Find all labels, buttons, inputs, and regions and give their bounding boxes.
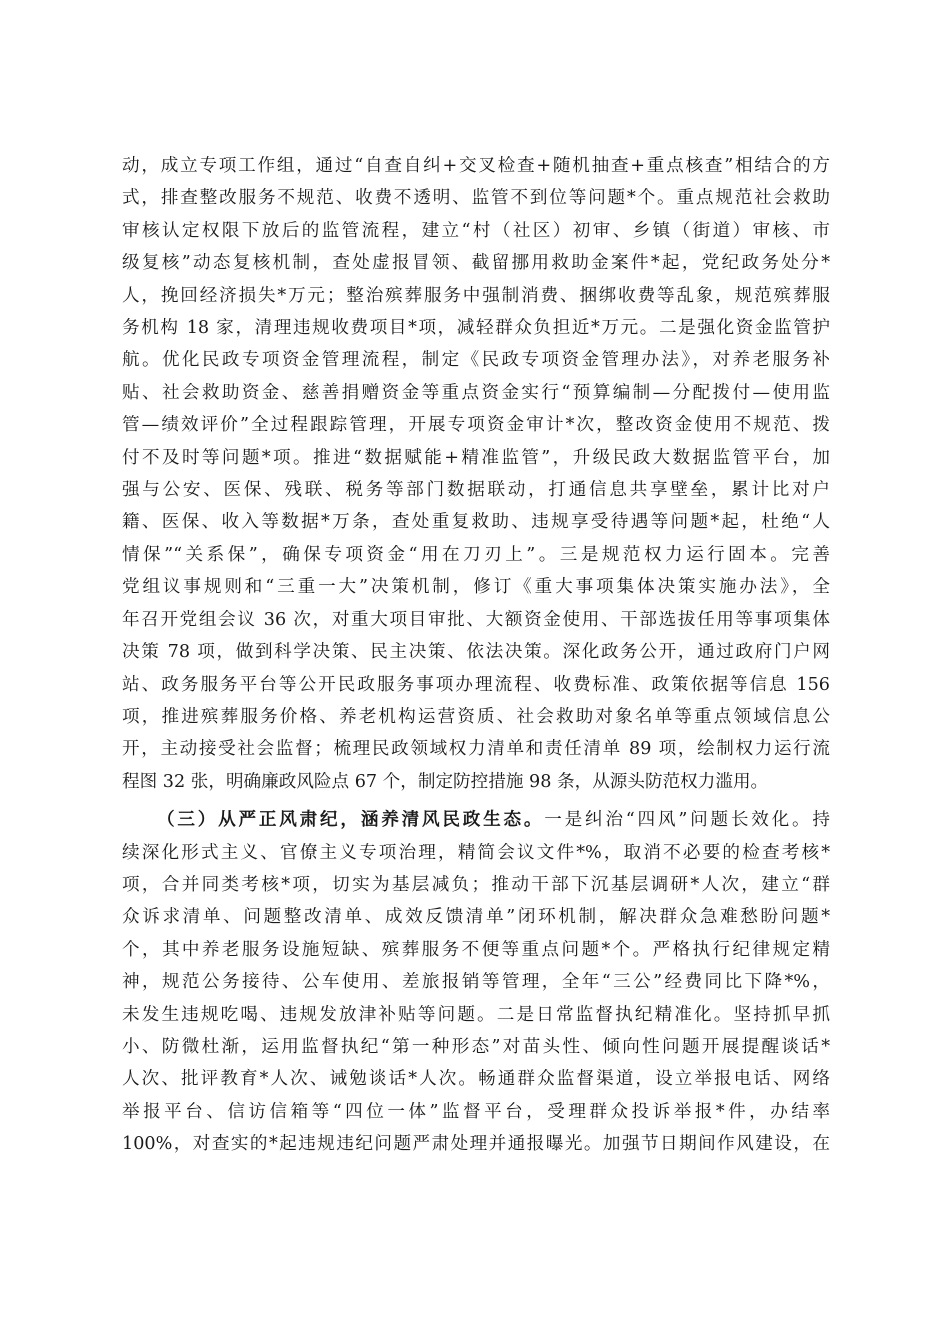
text-line: 年召开党组会议 36 次，对重大项目审批、大额资金使用、干部选拔任用等事项集体 — [122, 609, 830, 630]
text-line: 续深化形式主义、官僚主义专项治理，精简会议文件*%，取消不必要的检查考核* — [122, 842, 830, 863]
text-line: 党组议事规则和“三重一大”决策机制，修订《重大事项集体决策实施办法》，全 — [122, 577, 830, 598]
text-line: 程图 32 张，明确廉政风险点 67 个，制定防控措施 98 条，从源头防范权力滥用。 — [122, 771, 769, 792]
text-line: 强与公安、医保、残联、税务等部门数据联动，打通信息共享壁垒，累计比对户 — [122, 480, 830, 501]
text-line: 人次、批评教育*人次、诫勉谈话*人次。畅通群众监督渠道，设立举报电话、网络 — [122, 1069, 830, 1090]
document-page — [122, 150, 830, 1161]
text-line: 付不及时等问题*项。推进“数据赋能+精准监管”，升级民政大数据监管平台，加 — [122, 447, 830, 468]
section-heading: （三）从严正风肃纪，涵养清风民政生态。 — [157, 809, 545, 831]
text-line: 籍、医保、收入等数据*万条，查处重复救助、违规享受待遇等问题*起，杜绝“人 — [122, 512, 830, 533]
paragraph-1 — [122, 150, 830, 798]
text-line: 决策 78 项，做到科学决策、民主决策、依法决策。深化政务公开，通过政府门户网 — [122, 642, 830, 663]
text-line: 动，成立专项工作组，通过“自查自纠+交叉检查+随机抽查+重点核查”相结合的方 — [122, 156, 830, 176]
text-line: 100%，对查实的*起违规违纪问题严肃处理并通报曝光。加强节日期间作风建设，在 — [122, 1134, 830, 1155]
text-line: 小、防微杜渐，运用监督执纪“第一种形态”对苗头性、倾向性问题开展提醒谈话* — [122, 1036, 830, 1057]
text-line: 人，挽回经济损失*万元；整治殡葬服务中强制消费、捆绑收费等乱象，规范殡葬服 — [122, 285, 830, 306]
paragraph-2-first-line-text: 一是纠治“四风”问题长效化。持 — [544, 810, 830, 831]
paragraph-2-first-line — [122, 804, 830, 836]
text-line: 项，合并同类考核*项，切实为基层减负；推动干部下沉基层调研*人次，建立“群 — [122, 874, 830, 895]
text-line: 举报平台、信访信箱等“四位一体”监督平台，受理群众投诉举报*件，办结率 — [122, 1101, 830, 1122]
text-line: 项，推进殡葬服务价格、养老机构运营资质、社会救助对象名单等重点领域信息公 — [122, 706, 830, 727]
text-line: 贴、社会救助资金、慈善捐赠资金等重点资金实行“预算编制—分配拨付—使用监 — [122, 382, 830, 403]
text-line: 航。优化民政专项资金管理流程，制定《民政专项资金管理办法》，对养老服务补 — [122, 350, 830, 371]
text-line: 管—绩效评价”全过程跟踪管理，开展专项资金审计*次，整改资金使用不规范、拨 — [122, 415, 830, 436]
text-line: 未发生违规吃喝、违规发放津补贴等问题。二是日常监督执纪精准化。坚持抓早抓 — [122, 1004, 830, 1025]
text-line: 式，排查整改服务不规范、收费不透明、监管不到位等问题*个。重点规范社会救助 — [122, 188, 830, 209]
text-line: 情保”“关系保”，确保专项资金“用在刀刃上”。三是规范权力运行固本。完善 — [122, 544, 830, 565]
paragraph-2 — [122, 804, 830, 1160]
text-line: 开，主动接受社会监督；梳理民政领域权力清单和责任清单 89 项，绘制权力运行流 — [122, 739, 830, 760]
text-line: 众诉求清单、问题整改清单、成效反馈清单”闭环机制，解决群众急难愁盼问题* — [122, 907, 830, 928]
text-line: 审核认定权限下放后的监管流程，建立“村（社区）初审、乡镇（街道）审核、市 — [122, 220, 830, 241]
text-line: 级复核”动态复核机制，查处虚报冒领、截留挪用救助金案件*起，党纪政务处分* — [122, 253, 830, 274]
text-line: 个，其中养老服务设施短缺、殡葬服务不便等重点问题*个。严格执行纪律规定精 — [122, 939, 830, 960]
text-line: 神，规范公务接待、公车使用、差旅报销等管理，全年“三公”经费同比下降*%， — [122, 972, 830, 993]
text-line: 站、政务服务平台等公开民政服务事项办理流程、收费标准、政策依据等信息 156 — [122, 674, 830, 695]
text-line: 务机构 18 家，清理违规收费项目*项，减轻群众负担近*万元。二是强化资金监管护 — [122, 318, 830, 339]
